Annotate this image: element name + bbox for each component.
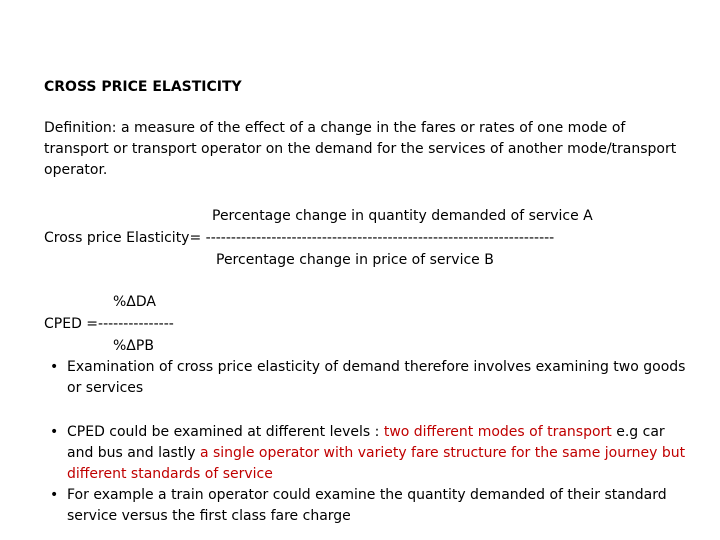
bullet-item xyxy=(44,357,694,399)
slide-title: CROSS PRICE ELASTICITY xyxy=(44,79,242,95)
cped-numerator: %ΔDA xyxy=(113,294,156,310)
bullet-list-2 xyxy=(44,422,694,527)
bullet-item xyxy=(44,485,694,527)
definition-text: Definition: a measure of the effect of a change in the fares or rates of one mode of transport or transport operator on the demand for the services of another mode/transport operator. xyxy=(44,120,677,178)
highlight-text: a single operator with variety fare structure for the same journey but different standards of service xyxy=(67,445,686,482)
formula-line xyxy=(44,228,554,249)
formula-numerator: Percentage change in quantity demanded of service A xyxy=(212,208,593,224)
formula-label: Cross price Elasticity= xyxy=(44,230,202,246)
bullet-list-1 xyxy=(44,357,694,399)
bullet-icon: • xyxy=(50,359,59,375)
bullet-text-part: e.g car and bus and lastly xyxy=(67,424,665,461)
bullet-icon: • xyxy=(50,487,59,503)
cped-denominator: %ΔPB xyxy=(113,338,154,354)
formula-denominator: Percentage change in price of service B xyxy=(216,252,494,268)
bullet-text: For example a train operator could examine the quantity demanded of their standard service versus the first class fare charge xyxy=(67,487,667,524)
bullet-item xyxy=(44,422,694,485)
formula-divider: --------------------------------------------------------------------- xyxy=(205,230,555,246)
bullet-icon: • xyxy=(50,424,59,440)
cped-label: CPED =--------------- xyxy=(44,316,174,332)
highlight-text: two different modes of transport xyxy=(383,424,612,440)
bullet-text-part: CPED could be examined at different levels : xyxy=(67,424,384,440)
bullet-text: Examination of cross price elasticity of demand therefore involves examining two goods or services xyxy=(67,359,686,396)
